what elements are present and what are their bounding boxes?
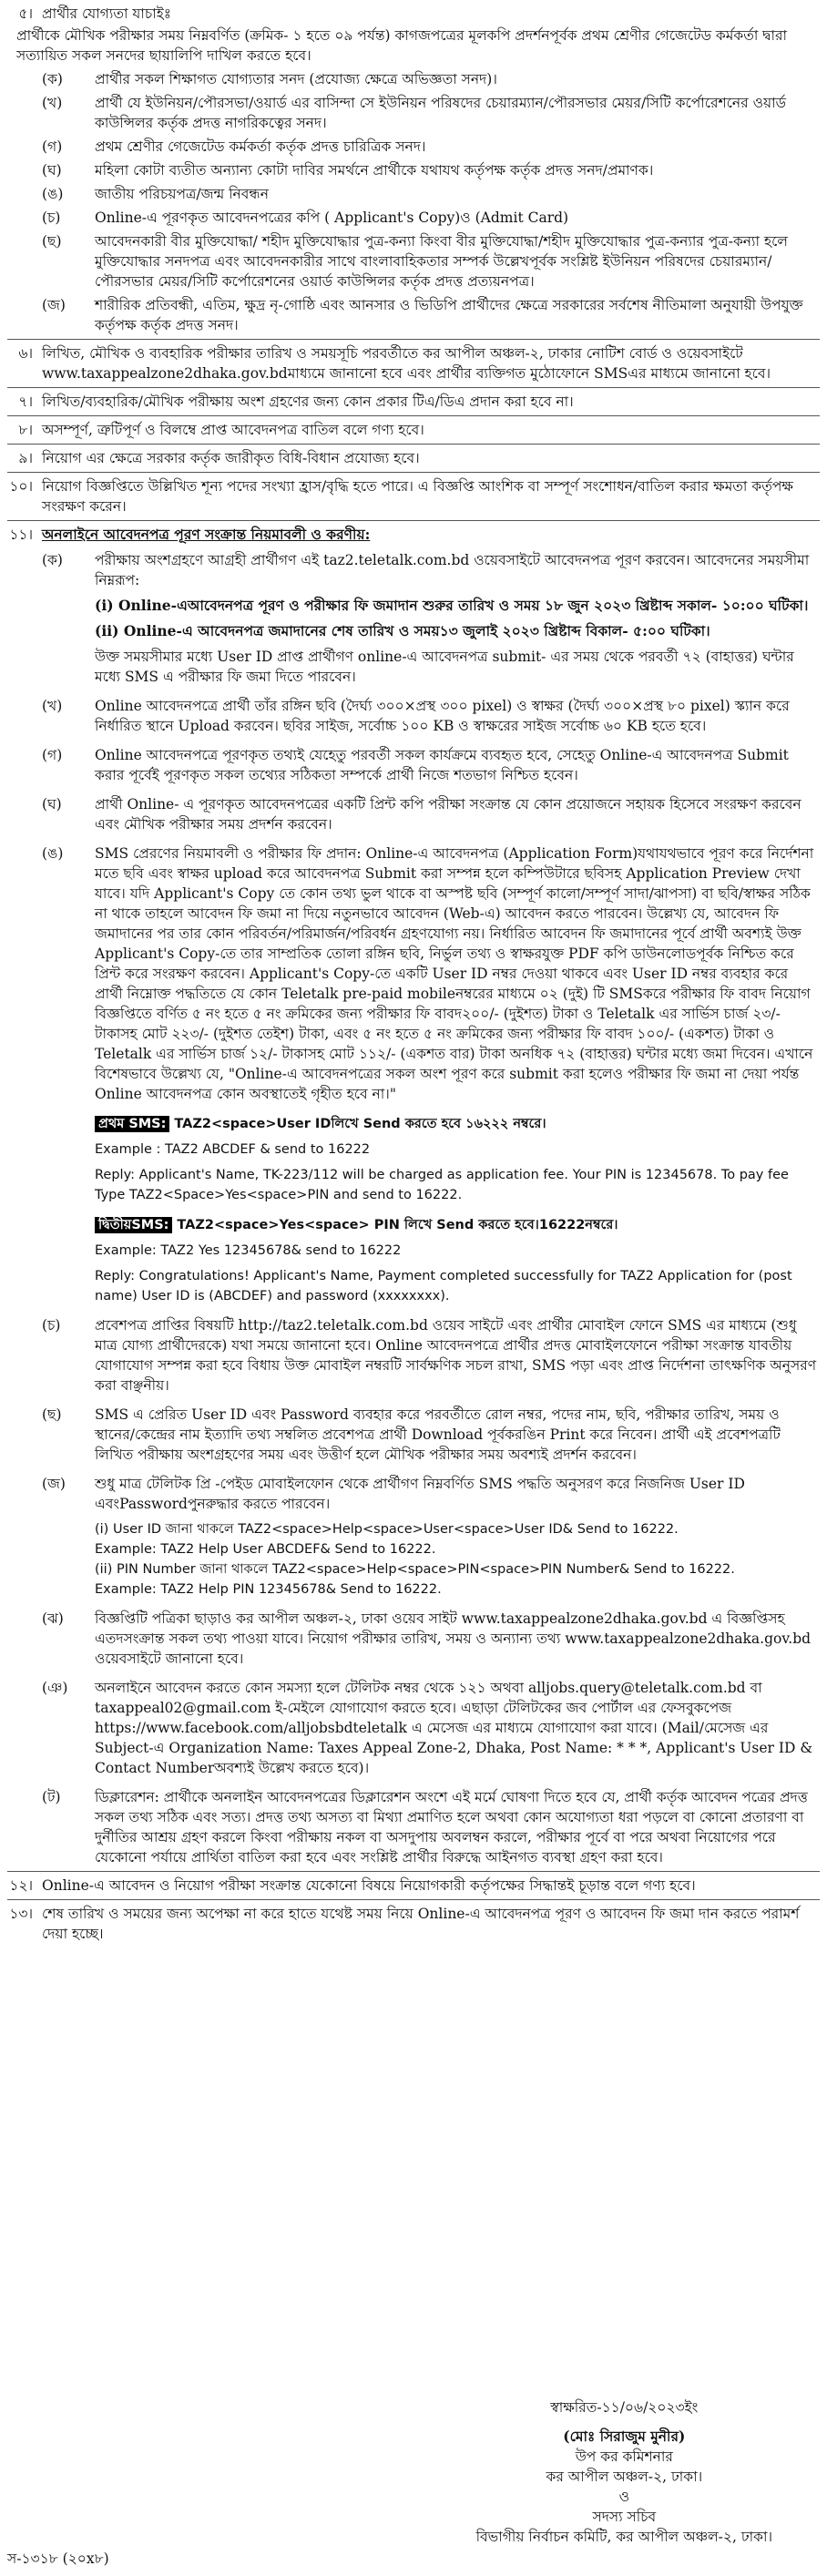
signatory-name: (মোঃ সিরাজুম মুনীর) — [563, 2428, 686, 2445]
qualification-item — [7, 295, 820, 335]
signatory-title-2: সদস্য সচিব — [592, 2509, 657, 2525]
item-label: (ঙ) — [42, 186, 64, 202]
section-number: ১৩। — [9, 1906, 33, 1922]
item-ja — [7, 1474, 820, 1514]
section-6 — [7, 343, 820, 383]
item-text: জাতীয় পরিচয়পত্র/জন্ম নিবন্ধন — [95, 186, 269, 202]
item-label: (ট) — [42, 1789, 61, 1805]
item-label: (চ) — [42, 1317, 61, 1334]
divider — [7, 520, 820, 521]
item-label: (ছ) — [42, 1406, 62, 1423]
section-5-intro: প্রার্থীকে মৌখিক পরীক্ষার সময় নিম্নবর্ণিত (ক্রমিক- ১ হতে ০৯ পর্যন্ত) কাগজপত্রের মূলকপি প্রদর্শনপূর্বক প্রথম শ্রেণীর গেজেটেড কর্মকর্তা দ্বারা সত্যায়িত সকল সনদের ছায়ালিপি দাখিল করতে হবে। — [16, 27, 788, 64]
sms-second — [7, 1214, 820, 1235]
item-text: শারীরিক প্রতিবন্ধী, এতিম, ক্ষুদ্র নৃ-গোষ্ঠি এবং আনসার ও ভিডিপি প্রার্থীদের ক্ষেত্রে সরকারের সর্বশেষ নীতিমালা অনুযায়ী উপযুক্ত কর্তৃপক্ষ কর্তৃক প্রদত্ত সনদ। — [95, 297, 803, 333]
item-kha — [7, 696, 820, 736]
sms-first — [7, 1113, 820, 1134]
signature-block — [476, 2397, 772, 2547]
item-text: প্রার্থীর সকল শিক্ষাগত যোগ্যতার সনদ (প্রযোজ্য ক্ষেত্রে অভিজ্ঞতা সনদ)। — [95, 71, 497, 87]
section-9 — [7, 448, 820, 468]
item-label: (গ) — [42, 138, 63, 155]
item-text: ডিক্লারেশন: প্রার্থীকে অনলাইন আবেদনপত্রের ডিক্লারেশন অংশে এই মর্মে ঘোষণা দিতে হবে যে, প্রার্থী কর্তৃক আবেদন পত্রের প্রদত্ত সকল তথ্য সঠিক এবং সত্য। প্রদত্ত তথ্য অসত্য বা মিথ্যা প্রমাণিত হলে অথবা কোন অযোগ্যতা ধরা পড়লে বা কোনো প্রতারণা বা দুর্নীতির আশ্রয় গ্রহণ করলে কিংবা পরীক্ষায় নকল বা অসদুপায় অবলম্বন করলে, পরীক্ষার পূর্বে বা পরে অথবা নিয়োগের পরে যেকোনো পর্যায়ে প্রার্থিতা বাতিল করা হবে এবং সংশ্লিষ্ট প্রার্থীর বিরুদ্ধে আইনগত ব্যবস্থা গ্রহণ করা হবে। — [95, 1789, 808, 1866]
section-number: ১২। — [9, 1877, 33, 1894]
section-number: ১০। — [9, 478, 33, 495]
section-title: অনলাইনে আবেদনপত্র পূরণ সংক্রান্ত নিয়মাবলী ও করণীয়: — [42, 526, 371, 543]
item-ja-ii: (ii) PIN Number জানা থাকলে TAZ2<space>Help<space>PIN<space>PIN Number& Send to 16222. — [95, 1562, 735, 1577]
qualification-item — [7, 208, 820, 228]
item-text: প্রার্থী Online- এ পূরণকৃত আবেদনপত্রের একটি প্রিন্ট কপি পরীক্ষা সংক্রান্ত যে কোন প্রয়োজনে সহায়ক হিসেবে সংরক্ষণ করবেন এবং মৌখিক পরীক্ষার সময় প্রদর্শন করবেন। — [95, 796, 801, 833]
sms-first-reply: Reply: Applicant's Name, TK-223/112 will be charged as application fee. Your PIN is 12345678. To pay fee Type TAZ2<Space>Yes<space>PIN and send to 16222. — [95, 1168, 789, 1202]
item-text: প্রথম শ্রেণীর গেজেটেড কর্মকর্তা কর্তৃক প্রদত্ত চারিত্রিক সনদ। — [95, 138, 426, 155]
section-13 — [7, 1904, 820, 1944]
item-text: SMS প্রেরণের নিয়মাবলী ও পরীক্ষার ফি প্রদান: Online-এ আবেদনপত্র (Application Form)যথাযথভাবে পূরণ করে নির্দেশনা মতে ছবি এবং স্বাক্ষর upload করে আবেদনপত্র Submit করা সম্পন্ন হলে কম্পিউটারে ছবিসহ Application Preview দেখা যাবে। যদি Applicant's Copy তে কোন তথ্য ভুল থাকে বা অস্পষ্ট ছবি (সম্পূর্ণ কালো/সম্পূর্ণ সাদা/ঝাপসা) বা ছবি/স্বাক্ষর সঠিক না থাকে তাহলে আবেদন ফি জমা না দিয়ে নতুনভাবে আবেদন (Web-এ) আবেদন করতে পারবেন। উল্লেখ্য যে, আবেদন ফি জমাদানের পর তার কোন পরিবর্তন/পরিমার্জন/পরিবর্ধন গ্রহণযোগ্য নয়। নির্ধারিত আবেদন ফি জমাদানের পূর্বে প্রার্থী অবশ্যই উক্ত Applicant's Copy-তে তার সাম্প্রতিক তোলা রঙ্গিন ছবি, নির্ভুল তথ্য ও স্বাক্ষরযুক্ত PDF কপি ডাউনলোডপূর্বক নিশ্চিত করে প্রিন্ট করে সংরক্ষণ করবেন। Applicant's Copy-তে একটি User ID নম্বর দেওয়া থাকবে এবং User ID নম্বর ব্যবহার করে প্রার্থী নিম্নোক্ত পদ্ধতিতে যে কোন Teletalk pre-paid mobileনম্বরের মাধ্যমে ০২ (দুই) টি SMSকরে পরীক্ষার ফি বাবদ নিয়োগ বিজ্ঞপ্তিতে বর্ণিত ৫ নং হতে ৫ নং ক্রমিকের জন্য পরীক্ষার ফি বাবদ২০০/- (দুইশত) টাকা ও Teletalk এর সার্ভিস চার্জ ২৩/- টাকাসহ মোট ২২৩/- (দুইশত তেইশ) টাকা, এবং ৫ নং হতে ৫ নং ক্রমিকের জন্য পরীক্ষার ফি বাবদ ১০০/- (একশত) টাকা ও Teletalk এর সার্ভিস চার্জ ১২/- টাকাসহ মোট ১১২/- (একশত বার) টাকা অনধিক ৭২ (বাহাত্তর) ঘন্টার মধ্যে জমা দিবেন। এখানে বিশেষভাবে উল্লেখ্য যে, "Online-এ আবেদনপত্রের সকল অংশ পূরণ করে submit করা হলেও পরীক্ষার ফি জমা না দেয়া পর্যন্ত Online আবেদনপত্র কোন অবস্থাতেই গৃহীত হবে না।" — [95, 845, 814, 1102]
signed-date: স্বাক্ষরিত-১১/০৬/২০২৩ইং — [550, 2399, 699, 2416]
item-label: (ঘ) — [42, 796, 62, 813]
item-text: শুধু মাত্র টেলিটক প্রি -পেইড মোবাইলফোন থেকে প্রার্থীগণ নিম্নবর্ণিত SMS পদ্ধতি অনুসরণ করে নিজনিজ User ID এবংPasswordপুনরুদ্ধার করতে পারবেন। — [95, 1476, 745, 1512]
section-text: নিয়োগ বিজ্ঞপ্তিতে উল্লিখিত শূন্য পদের সংখ্যা হ্রাস/বৃদ্ধি হতে পারে। এ বিজ্ঞপ্তি আংশিক বা সম্পূর্ণ সংশোধন/বাতিল করার ক্ষমতা কর্তৃপক্ষ সংরক্ষণ করেন। — [42, 478, 793, 515]
item-text: পরীক্ষায় অংশগ্রহণে আগ্রহী প্রার্থীগণ এই taz2.teletalk.com.bd ওয়েবসাইটে আবেদনপত্র পূরণ করবেন। আবেদনের সময়সীমা নিম্নরূপ: — [95, 552, 810, 588]
section-number: ৮। — [18, 422, 33, 438]
divider — [7, 339, 820, 340]
item-text: মহিলা কোটা ব্যতীত অন্যান্য কোটা দাবির সমর্থনে প্রার্থীকে যথাযথ কর্তৃপক্ষ কর্তৃক প্রদত্ত সনদ/প্রমাণক। — [95, 162, 654, 179]
sms-second-text: TAZ2<space>Yes<space> PIN লিখে Send করতে হবে।16222নম্বরে। — [177, 1218, 618, 1232]
item-label: (ক) — [42, 552, 63, 568]
document-page — [7, 4, 820, 1944]
item-label: (ছ) — [42, 233, 62, 250]
section-number: ৫। — [18, 5, 33, 22]
divider — [7, 444, 820, 445]
divider — [7, 415, 820, 416]
section-10 — [7, 476, 820, 516]
section-5-heading — [7, 4, 820, 24]
item-ka-i: (i) Online-এআবেদনপত্র পূরণ ও পরীক্ষার ফি জমাদান শুরুর তারিখ ও সময় ১৮ জুন ২০২৩ খ্রিষ্টাব্দ সকাল- ১০:০০ ঘটিকা। — [95, 597, 809, 614]
item-label: (জ) — [42, 1476, 66, 1492]
section-text: শেষ তারিখ ও সময়ের জন্য অপেক্ষা না করে হাতে যথেষ্ট সময় নিয়ে Online-এ আবেদনপত্র পূরণ ও আবেদন ফি জমা দান করতে পরামর্শ দেয়া হচ্ছে। — [42, 1906, 800, 1942]
qualification-item — [7, 93, 820, 133]
sms-first-text: TAZ2<space>User IDলিখে Send করতে হবে ১৬২২২ নম্বরে। — [174, 1117, 546, 1131]
item-label: (ক) — [42, 71, 63, 87]
item-ja-ii-example: Example: TAZ2 Help PIN 12345678& Send to 16222. — [95, 1582, 442, 1597]
qualification-item — [7, 160, 820, 180]
section-7 — [7, 392, 820, 412]
qualification-item — [7, 69, 820, 89]
section-text: অসম্পূর্ণ, ত্রুটিপূর্ণ ও বিলম্বে প্রাপ্ত আবেদনপত্র বাতিল বলে গণ্য হবে। — [42, 422, 424, 438]
sms-first-tag: প্রথম SMS: — [95, 1116, 169, 1132]
item-ka-ii: (ii) Online-এ আবেদনপত্র জমাদানের শেষ তারিখ ও সময়১৩ জুলাই ২০২৩ খ্রিষ্টাব্দ বিকাল- ৫:০০ ঘটিকা। — [95, 622, 710, 639]
item-cha — [7, 1315, 820, 1395]
section-number: ৬। — [18, 345, 33, 362]
item-ja-i-example: Example: TAZ2 Help User ABCDEF& Send to 16222. — [95, 1542, 436, 1557]
section-title: প্রার্থীর যোগ্যতা যাচাইঃ — [42, 5, 172, 22]
divider — [7, 472, 820, 473]
item-text: Online আবেদনপত্রে প্রার্থী তাঁর রঙ্গিন ছবি (দৈর্ঘ্য ৩০০×প্রস্থ ৩০০ pixel) ও স্বাক্ষর (দৈর্ঘ্য ৩০০×প্রস্থ ৮০ pixel) স্ক্যান করে নির্ধারিত স্থানে Upload করবেন। ছবির সাইজ, সর্বোচ্চ ১০০ KB ও স্বাক্ষরের সাইজ সর্বোচ্চ ৬০ KB হতে হবে। — [95, 698, 790, 734]
sms-second-example: Example: TAZ2 Yes 12345678& send to 16222 — [95, 1243, 402, 1258]
sms-first-example: Example : TAZ2 ABCDEF & send to 16222 — [95, 1142, 371, 1157]
divider — [7, 1871, 820, 1872]
item-label: (চ) — [42, 210, 61, 226]
item-text: প্রার্থী যে ইউনিয়ন/পৌরসভা/ওয়ার্ড এর বাসিন্দা সে ইউনিয়ন পরিষদের চেয়ারম্যান/পৌরসভার মেয়র/সিটি কর্পোরেশনের ওয়ার্ড কাউন্সিলর কর্তৃক প্রদত্ত নাগরিকত্বের সনদ। — [95, 95, 787, 131]
section-text: লিখিত/ব্যবহারিক/মৌখিক পরীক্ষায় অংশ গ্রহণের জন্য কোন প্রকার টিএ/ডিএ প্রদান করা হবে না। — [42, 394, 574, 410]
sms-second-reply: Reply: Congratulations! Applicant's Name, Payment completed successfully for TAZ2 Application for (post name) User ID is (ABCDEF) and password (xxxxxxxx). — [95, 1269, 792, 1303]
item-label: (ঘ) — [42, 162, 62, 179]
section-5-items — [7, 69, 820, 335]
section-number: ৯। — [18, 450, 33, 466]
item-chha — [7, 1405, 820, 1465]
item-ja-i: (i) User ID জানা থাকলে TAZ2<space>Help<space>User<space>User ID& Send to 16222. — [95, 1522, 679, 1537]
item-label: (খ) — [42, 95, 63, 111]
item-text: SMS এ প্রেরিত User ID এবং Password ব্যবহার করে পরবর্তীতে রোল নম্বর, পদের নাম, ছবি, পরীক্ষার তারিখ, সময় ও স্থানের/কেন্দ্রের নাম ইত্যাদি তথ্য সম্বলিত প্রবেশপত্র প্রার্থী Download পূর্বকরঙিন Print করে নিবেন। প্রার্থী এই প্রবেশপত্রটি লিখিত পরীক্ষায় অংশগ্রহণের সময় এবং উত্তীর্ণ হলে মৌখিক পরীক্ষার সময় অবশ্যই প্রদর্শন করবেন। — [95, 1406, 781, 1463]
divider — [7, 387, 820, 388]
qualification-item — [7, 184, 820, 204]
item-label: (ঞ) — [42, 1680, 68, 1696]
item-label: (জ) — [42, 297, 66, 313]
footer-code: স-১৩১৮ (২০x৮) — [7, 2550, 109, 2567]
item-text: Online-এ পূরণকৃত আবেদনপত্রের কপি ( Applicant's Copy)ও (Admit Card) — [95, 210, 569, 226]
qualification-item — [7, 231, 820, 291]
item-text: Online আবেদনপত্রে পূরণকৃত তথ্যই যেহেতু পরবর্তী সকল কার্যক্রমে ব্যবহৃত হবে, সেহেতু Online-এ আবেদনপত্র Submit করার পূর্বেই পূরণকৃত সকল তথ্যের সঠিকতা সম্পর্কে প্রার্থী নিজে শতভাগ নিশ্চিত হবেন। — [95, 747, 789, 783]
conjunction: ও — [618, 2489, 630, 2505]
section-text: নিয়োগ এর ক্ষেত্রে সরকার কর্তৃক জারীকৃত বিধি-বিধান প্রযোজ্য হবে। — [42, 450, 420, 466]
item-jha — [7, 1609, 820, 1669]
item-ka-note: উক্ত সময়সীমার মধ্যে User ID প্রাপ্ত প্রার্থীগণ online-এ আবেদনপত্র submit- এর সময় থেকে পরবর্তী ৭২ (বাহাত্তর) ঘন্টার মধ্যে SMS এ পরীক্ষার ফি জমা দিতে পারবেন। — [95, 649, 794, 685]
item-ga — [7, 745, 820, 785]
item-ka — [7, 550, 820, 590]
item-text: আবেদনকারী বীর মুক্তিযোদ্ধা/ শহীদ মুক্তিযোদ্ধার পুত্র-কন্যা কিংবা বীর মুক্তিযোদ্ধা/শহীদ মুক্তিযোদ্ধার পুত্র-কন্যার পুত্র-কন্যা হলে মুক্তিযোদ্ধার সনদপত্র এবং আবেদনকারীর সাথে বাংলাবাহিকতার সম্পর্ক উল্লেখপূর্বক সংশ্লিষ্ট ইউনিয়ন পরিষদের চেয়ারম্যান/পৌরসভার মেয়র/সিটি কর্পোরেশনের ওয়ার্ড কাউন্সিলর কর্তৃক প্রদত্ত প্রত্যয়নপত্র। — [95, 233, 788, 290]
section-12 — [7, 1876, 820, 1896]
item-text: অনলাইনে আবেদন করতে কোন সমস্যা হলে টেলিটক নম্বর থেকে ১২১ অথবা alljobs.query@teletalk.com.bd বা taxappeal02@gmail.com ই-মেইলে যোগাযোগ করতে হবে। এছাড়া টেলিটকের জব পোর্টাল এর ফেসবুকপেজ https://www.facebook.com/alljobsbdteletalk এ মেসেজ এর মাধ্যমে যোগাযোগ করা যাবে। (Mail/মেসেজ এর Subject-এ Organization Name: Taxes Appeal Zone-2, Dhaka, Post Name: * * *, Applicant's User ID & Contact Numberঅবশ্যই উল্লেখ করতে হবে)। — [95, 1680, 813, 1776]
item-text: প্রবেশপত্র প্রাপ্তির বিষয়টি http://taz2.teletalk.com.bd ওয়েব সাইটে এবং প্রার্থীর মোবাইল ফোনে SMS এর মাধ্যমে (শুধু মাত্র যোগ্য প্রার্থীদেরকে) যথা সময়ে জানানো হবে। Online আবেদনপত্রে প্রার্থীর প্রদত্ত মোবাইলফোনে পরীক্ষা সংক্রান্ত যাবতীয় যোগাযোগ সম্পন্ন করা হবে বিধায় উক্ত মোবাইল নম্বরটি সার্বক্ষণিক সচল রাখা, SMS পড়া এবং প্রাপ্ত নির্দেশনা তাৎক্ষণিক অনুসরণ করা বাঞ্ছনীয়। — [95, 1317, 817, 1394]
sms-second-tag: দ্বিতীয়SMS: — [95, 1217, 172, 1233]
item-ta — [7, 1787, 820, 1867]
item-gha — [7, 794, 820, 834]
item-label: (ঝ) — [42, 1610, 64, 1627]
item-yo — [7, 1678, 820, 1778]
signatory-office-2: বিভাগীয় নির্বাচন কমিটি, কর আপীল অঞ্চল-২, ঢাকা। — [475, 2529, 772, 2545]
item-label: (গ) — [42, 747, 63, 763]
item-text: বিজ্ঞপ্তিটি পত্রিকা ছাড়াও কর আপীল অঞ্চল-২, ঢাকা ওয়েব সাইট www.taxappealzone2dhaka.gov.bd এ বিজ্ঞপ্তিসহ এতদসংক্রান্ত সকল তথ্য পাওয়া যাবে। নিয়োগ পরীক্ষার তারিখ, সময় ও অন্যান্য তথ্য www.taxappealzone2dhaka.gov.bd ওয়েবসাইটে জানানো হবে। — [95, 1610, 812, 1667]
item-label: (ঙ) — [42, 845, 64, 862]
section-text: Online-এ আবেদন ও নিয়োগ পরীক্ষা সংক্রান্ত যেকোনো বিষয়ে নিয়োগকারী কর্তৃপক্ষের সিদ্ধান্তই চূড়ান্ত বলে গণ্য হবে। — [42, 1877, 696, 1894]
qualification-item — [7, 137, 820, 157]
signatory-title: উপ কর কমিশনার — [575, 2448, 673, 2465]
divider — [7, 1899, 820, 1900]
section-8 — [7, 420, 820, 440]
section-number: ৭। — [18, 394, 33, 410]
signatory-office: কর আপীল অঞ্চল-২, ঢাকা। — [546, 2469, 703, 2485]
section-number: ১১। — [9, 526, 33, 543]
item-label: (খ) — [42, 698, 63, 714]
section-11-heading — [7, 525, 820, 545]
section-text: লিখিত, মৌখিক ও ব্যবহারিক পরীক্ষার তারিখ ও সময়সূচি পরবর্তীতে কর আপীল অঞ্চল-২, ঢাকার নোটিশ বোর্ড ও ওয়েবসাইটে www.taxappealzone2dhaka.gov.bdমাধ্যমে জানানো হবে এবং প্রার্থীর ব্যক্তিগত মুঠোফোনে SMSএর মাধ্যমে জানানো হবে। — [42, 345, 771, 382]
item-nga — [7, 843, 820, 1104]
